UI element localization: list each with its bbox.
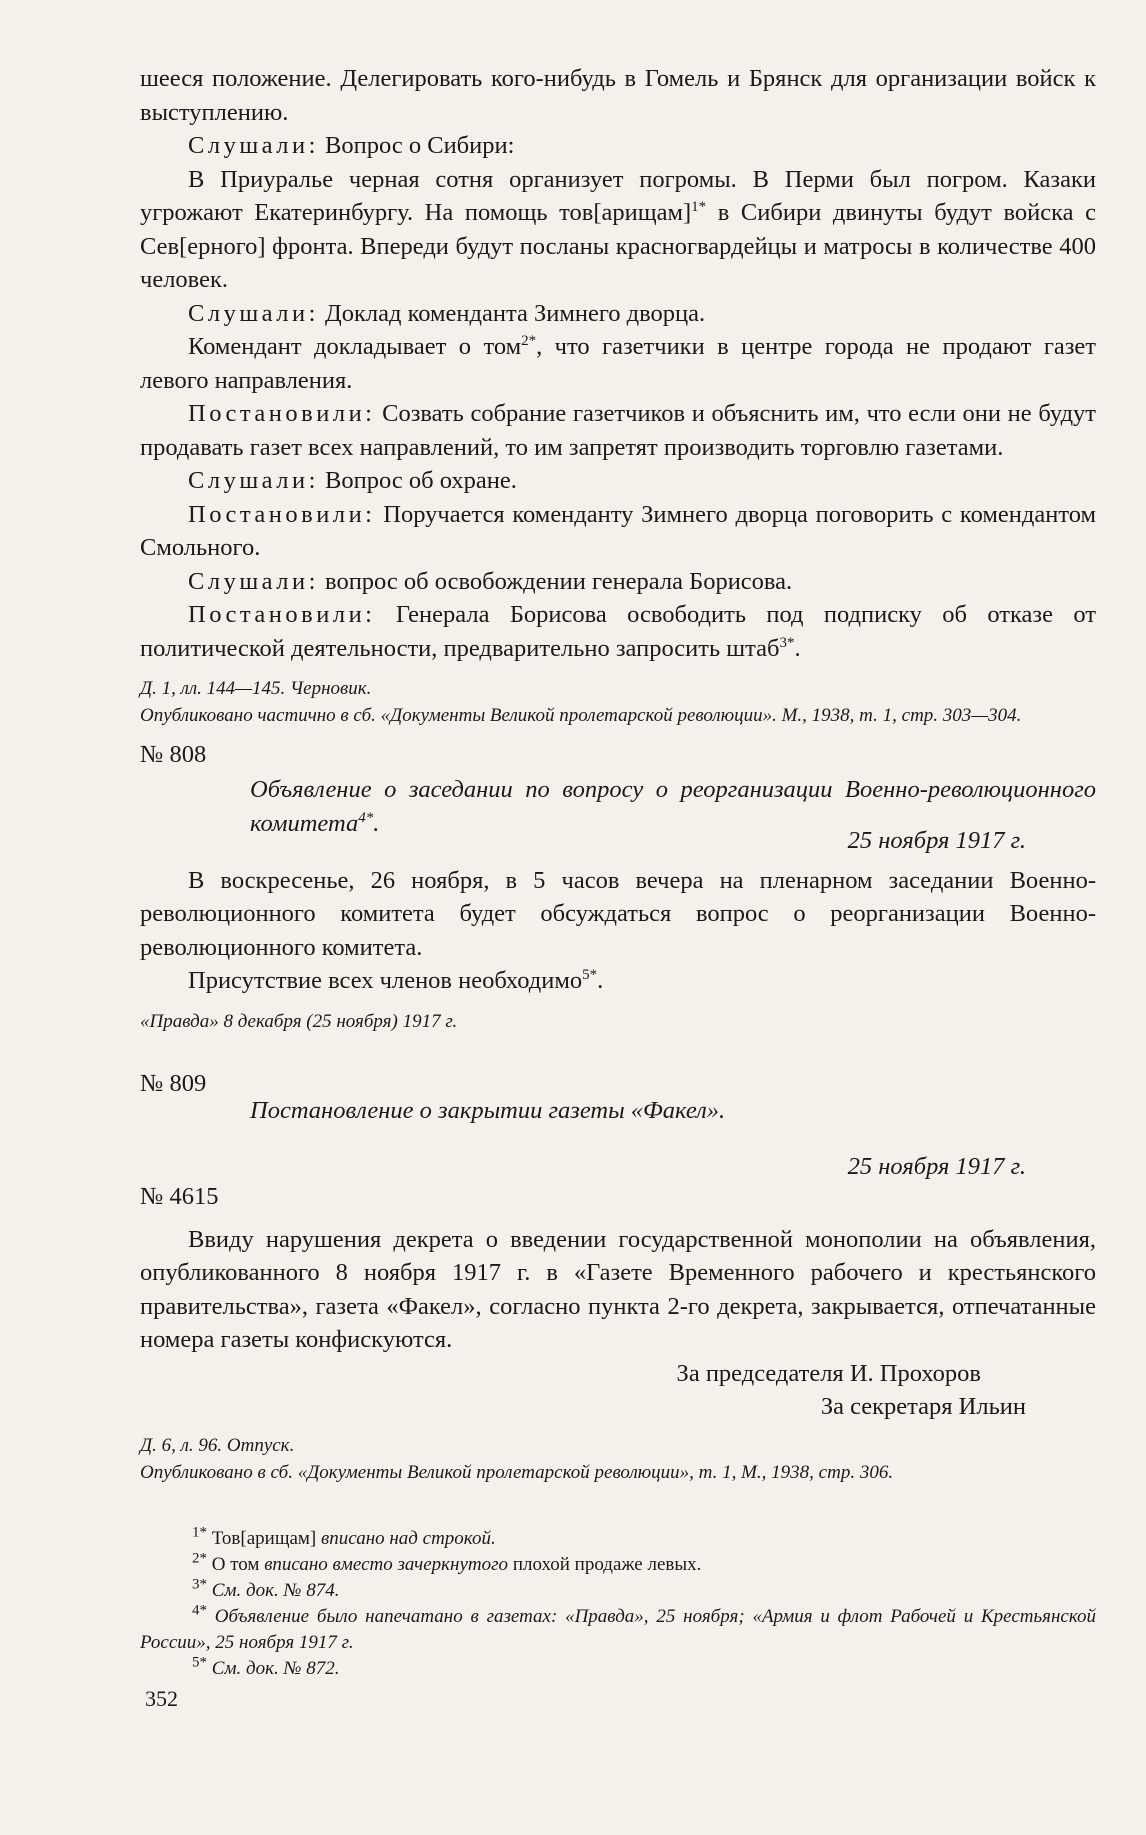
document-title: Постановление о закрытии газеты «Факел». (250, 1097, 726, 1124)
archive-source: Д. 1, лл. 144—145. Черновик. (140, 678, 372, 699)
heard-label: Слушали: (188, 567, 319, 595)
heard-item: Слушали: Вопрос о Сибири: (188, 132, 515, 159)
resolved-item: Постановили: Поручается коменданту Зимнего дворца поговорить с комендантом Смольного. (140, 500, 1096, 561)
document-809-title-block (250, 1094, 1096, 1128)
resolved-label: Постановили: (188, 400, 376, 427)
paragraph: Ввиду нарушения декрета о введении государственной монополии на объявления, опубликованного 8 ноября 1917 г. в «Газете Временного рабочего и крестьянского правительства», газета «Факел», согласно пункта 2-го декрета, закрывается, отпечатанные номера газеты конфискуются. (140, 1225, 1096, 1353)
archive-source: Д. 6, л. 96. Отпуск. (140, 1434, 295, 1456)
signature-chair: За председателя И. Прохоров (676, 1359, 981, 1387)
resolved-item: Постановили: Генерала Борисова освободить под подписку об отказе от политической деятельности, предварительно запросить штаб$^{3*}$. (140, 601, 1096, 662)
footnote: $^{5*}$ См. док. № 872. (192, 1654, 340, 1679)
heard-item: Слушали: Доклад коменданта Зимнего дворца. (188, 299, 706, 327)
document-number: № 808 (140, 741, 207, 768)
footnote: $^{2*}$ О том вписано вместо зачеркнутого плохой продаже левых. (192, 1550, 702, 1575)
document-date: 25 ноября 1917 г. (847, 827, 1026, 854)
footnote-ref: 2* (521, 332, 537, 349)
paragraph: В воскресенье, 26 ноября, в 5 часов вечера на пленарном заседании Военно-революционного комитета будет обсуждаться вопрос о реорганизации Военно-революционного комитета. (140, 866, 1096, 961)
paragraph: шееся положение. Делегировать кого-нибудь в Гомель и Брянск для организации войск к выступлению. (140, 65, 1096, 126)
paragraph: Комендант докладывает о том$^{2*}$, что газетчики в центре города не продают газет левого направления. (140, 332, 1096, 394)
footnote-ref: 4* (358, 809, 374, 826)
footnote: $^{1*}$ Тов[арищам] вписано над строкой. (192, 1524, 496, 1549)
document-809-body (140, 1150, 1096, 1486)
publication-source: «Правда» 8 декабря (25 ноября) 1917 г. (140, 1010, 458, 1032)
footnote: $^{4*}$ Объявление было напечатано в газетах: «Правда», 25 ноября; «Армия и флот Рабочей и Крестьянской России», 25 ноября 1917 г. (140, 1602, 1096, 1653)
publication-source: Опубликовано частично в сб. «Документы Великой пролетарской революции». М., 1938, т. 1, стр. 303—304. (140, 705, 1022, 726)
footnote-ref: 3* (779, 634, 795, 651)
page-number: 352 (145, 1686, 178, 1711)
heard-label: Слушали: (188, 467, 319, 494)
document-808 (140, 738, 1096, 771)
signature-secretary: За секретаря Ильин (820, 1393, 1026, 1420)
document-date: 25 ноября 1917 г. (847, 1153, 1026, 1180)
document-808-body (140, 824, 1096, 1035)
resolved-label: Постановили: (188, 500, 376, 528)
heard-item: Слушали: Вопрос об охране. (188, 467, 517, 494)
heard-item: Слушали: вопрос об освобождении генерала Борисова. (188, 567, 793, 595)
footnotes (140, 1526, 1096, 1682)
heard-label: Слушали: (188, 299, 319, 327)
resolved-label: Постановили: (188, 601, 376, 628)
paragraph: В Приуралье черная сотня организует погромы. В Перми был погром. Казаки угрожают Екатеринбургу. На помощь тов[арищам]$^{1*}$ в Сибири двинуты будут войска с Сев[ерного] фронта. Впереди будут посланы красногвардейцы и матросы в количестве 400 человек. (140, 165, 1096, 293)
paragraph: Присутствие всех членов необходимо$^{5*}$. (188, 966, 604, 994)
heard-label: Слушали: (188, 132, 319, 159)
footnote: $^{3*}$ См. док. № 874. (192, 1576, 340, 1601)
document-number: № 809 (140, 1070, 207, 1097)
footnote-ref: 1* (691, 198, 707, 215)
footnote-ref: 5* (582, 966, 598, 983)
minutes-continuation (140, 62, 1096, 729)
reference-number: № 4615 (140, 1182, 219, 1210)
publication-source: Опубликовано в сб. «Документы Великой пролетарской революции», т. 1, М., 1938, стр. 306. (140, 1461, 894, 1483)
resolved-item: Постановили: Созвать собрание газетчиков и объяснить им, что если они не будут продавать газет всех направлений, то им запретят производить торговлю газетами. (140, 400, 1096, 461)
document-title: Объявление о заседании по вопросу о реорганизации Военно-революционного комитета$^{4*}$. (250, 776, 1096, 837)
